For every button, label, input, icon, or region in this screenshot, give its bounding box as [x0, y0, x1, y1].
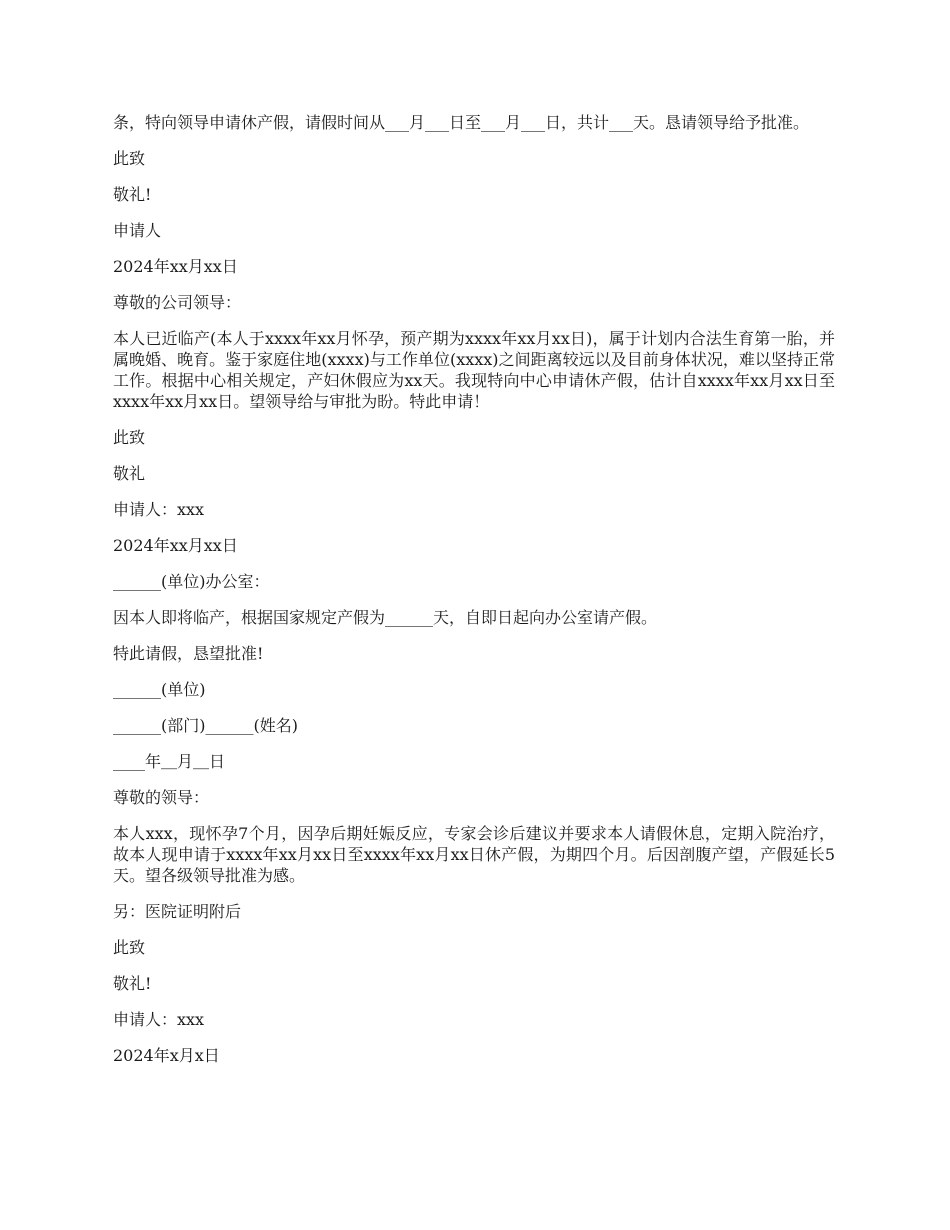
- greeting-company-leaders: 尊敬的公司领导：: [113, 293, 242, 312]
- request-approval-line: 特此请假，恳望批准!: [113, 644, 264, 663]
- date-line: 2024年x月x日: [113, 1046, 220, 1065]
- salutation-jingli: 敬礼!: [113, 974, 152, 993]
- salutation-jingli: 敬礼!: [113, 185, 152, 204]
- salutation-cizhi: 此致: [113, 428, 146, 447]
- greeting-leaders: 尊敬的领导：: [113, 788, 210, 807]
- greeting-office: ______(单位)办公室：: [113, 572, 270, 591]
- paragraph-leave-request-closing: 条，特向领导申请休产假，请假时间从___月___日至___月___日，共计___天。恳请领导给予批准。: [113, 113, 810, 132]
- salutation-cizhi: 此致: [113, 938, 146, 957]
- department-name-line: ______(部门)______(姓名): [113, 716, 298, 735]
- document-page: [113, 112, 835, 1081]
- date-line: 2024年xx月xx日: [113, 257, 238, 276]
- salutation-cizhi: 此致: [113, 149, 146, 168]
- date-line: ____年＿月＿日: [113, 752, 226, 771]
- applicant-label: 申请人：xxx: [113, 500, 205, 519]
- unit-line: ______(单位): [113, 680, 206, 699]
- applicant-label: 申请人: [113, 221, 162, 240]
- date-line: 2024年xx月xx日: [113, 536, 238, 555]
- paragraph-body-2: 本人已近临产(本人于xxxx年xx月怀孕，预产期为xxxx年xx月xx日)，属于计划内合法生育第一胎，并属晚婚、晚育。鉴于家庭住地(xxxx)与工作单位(xxxx)之间距离较远以及目前身体状况，难以坚持正常工作。根据中心相关规定，产妇休假应为xx天。我现特向中心申请休产假，估计自xxxx年xx月xx日至xxxx年xx月xx日。望领导给与审批为盼。特此申请！: [113, 329, 835, 411]
- salutation-jingli: 敬礼: [113, 464, 146, 483]
- paragraph-body-4: 本人xxx，现怀孕7个月，因孕后期妊娠反应，专家会诊后建议并要求本人请假休息，定期入院治疗，故本人现申请于xxxx年xx月xx日至xxxx年xx月xx日休产假，为期四个月。后因剖腹产望，产假延长5天。望各级领导批准为感。: [113, 824, 835, 885]
- attachment-note: 另：医院证明附后: [113, 902, 242, 921]
- paragraph-body-3: 因本人即将临产，根据国家规定产假为______天，自即日起向办公室请产假。: [113, 608, 658, 627]
- applicant-label: 申请人：xxx: [113, 1010, 205, 1029]
